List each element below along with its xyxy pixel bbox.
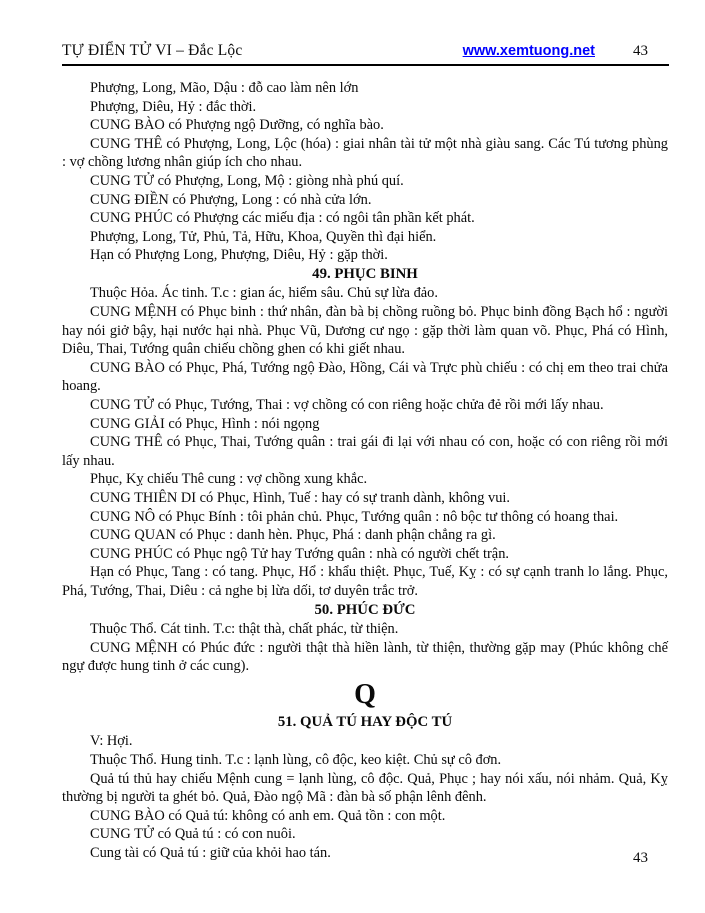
letter-divider-q: Q	[354, 678, 376, 710]
paragraph: Cung tài có Quả tú : giữ của khỏi hao tán.	[90, 844, 331, 861]
section-heading-49-phuc-binh: 49. PHỤC BINH	[312, 265, 418, 282]
paragraph: CUNG MỆNH có Phúc đức : người thật thà hiền lành, từ thiện, thường gặp may (Phúc không chế ngự được hung tinh ở các cung).	[62, 639, 668, 675]
paragraph: Thuộc Hỏa. Ác tinh. T.c : gian ác, hiểm sâu. Chủ sự lừa đảo.	[90, 285, 438, 302]
paragraph: CUNG BÀO có Phượng ngộ Dưỡng, có nghĩa bào.	[90, 117, 384, 134]
paragraph: CUNG TỬ có Quả tú : có con nuôi.	[90, 826, 296, 843]
paragraph: V: Hợi.	[90, 733, 133, 750]
paragraph: Phượng, Diêu, Hỷ : đắc thời.	[90, 98, 257, 115]
paragraph: CUNG ĐIỀN có Phượng, Long : có nhà cửa lớn.	[90, 191, 372, 208]
paragraph: CUNG QUAN có Phục : danh hèn. Phục, Phá : danh phận chẳng ra gì.	[90, 527, 496, 544]
paragraph: CUNG PHÚC có Phượng các miếu địa : có ngôi tân phần kết phát.	[90, 210, 475, 227]
paragraph: Hạn có Phượng Long, Phượng, Diêu, Hỷ : gặp thời.	[90, 247, 388, 264]
header-page-number: 43	[633, 43, 648, 59]
website-link[interactable]: www.xemtuong.net	[462, 43, 595, 59]
paragraph: CUNG TỬ có Phượng, Long, Mộ : giòng nhà phú quí.	[90, 172, 404, 189]
book-title: TỰ ĐIỂN TỬ VI – Đắc Lộc	[62, 42, 243, 59]
paragraph: CUNG BÀO có Phục, Phá, Tướng ngộ Đào, Hồng, Cái và Trực phù chiếu : có chị em theo trai chửa hoang.	[62, 359, 668, 395]
header-divider	[62, 64, 669, 66]
paragraph: Quả tú thủ hay chiếu Mệnh cung = lạnh lùng, cô độc. Quả, Phục ; hay nói xấu, nói nhảm. Quả, Kỵ thường bị người ta ghét bỏ. Quả, Đào ngộ Mã : đàn bà số phận lênh đênh.	[62, 770, 668, 806]
paragraph: CUNG THÊ có Phượng, Long, Lộc (hóa) : giai nhân tài tử một nhà giàu sang. Các Tú tương phùng : vợ chồng lương nhân giúp ích cho nhau.	[62, 135, 668, 171]
paragraph: CUNG GIẢI có Phục, Hình : nói ngọng	[90, 415, 320, 432]
footer-page-number: 43	[633, 850, 648, 866]
paragraph: Thuộc Thổ. Hung tinh. T.c : lạnh lùng, cô độc, keo kiệt. Chủ sự cô đơn.	[90, 751, 502, 768]
section-heading-50-phuc-duc: 50. PHÚC ĐỨC	[314, 601, 416, 618]
paragraph: CUNG MỆNH có Phục binh : thứ nhân, đàn bà bị chồng ruồng bỏ. Phục binh đồng Bạch hổ : người hay nói giở bậy, hại nước hại nhà. Phục Vũ, Dương cư ngọ : gặp thời làm quan võ. Phục, Phá có Hình, Diêu, Thai, Tướng quân chiếu chồng ghen có khi giết nhau.	[62, 304, 668, 358]
page-header	[62, 42, 648, 60]
paragraph: Phượng, Long, Mão, Dậu : đỗ cao làm nên lớn	[90, 80, 359, 96]
page-footer	[62, 850, 648, 867]
paragraph: Phục, Kỵ chiếu Thê cung : vợ chồng xung khắc.	[90, 471, 368, 488]
paragraph: Phượng, Long, Tử, Phủ, Tả, Hữu, Khoa, Quyền thì đại hiển.	[90, 228, 437, 245]
paragraph: CUNG THÊ có Phục, Thai, Tướng quân : trai gái đi lại với nhau có con, hoặc có con riêng rồi mới lấy nhau.	[62, 434, 668, 469]
paragraph: CUNG THIÊN DI có Phục, Hình, Tuế : hay có sự tranh dành, không vui.	[90, 489, 511, 506]
paragraph: CUNG PHÚC có Phục ngộ Tử hay Tướng quân : nhà có người chết trận.	[90, 545, 509, 562]
section-heading-51-qua-tu: 51. QUẢ TÚ HAY ĐỘC TÚ	[277, 713, 453, 730]
paragraph: CUNG BÀO có Quả tú: không có anh em. Quả tồn : con một.	[90, 807, 446, 824]
paragraph: Hạn có Phục, Tang : có tang. Phục, Hổ : khẩu thiệt. Phục, Tuế, Kỵ : có sự cạnh tranh lo lắng. Phục, Phá, Tướng, Thai, Diêu : cả nghe bị lừa dối, tơ duyên trắc trở.	[62, 564, 668, 599]
paragraph: Thuộc Thổ. Cát tinh. T.c: thật thà, chất phác, từ thiện.	[90, 621, 399, 638]
paragraph: CUNG NÔ có Phục Bính : tôi phản chủ. Phục, Tướng quân : nô bộc tư thông có hoang thai.	[90, 508, 619, 525]
page-body	[62, 79, 668, 862]
paragraph: CUNG TỬ có Phục, Tướng, Thai : vợ chồng có con riêng hoặc chửa đẻ rồi mới lấy nhau.	[90, 397, 604, 413]
